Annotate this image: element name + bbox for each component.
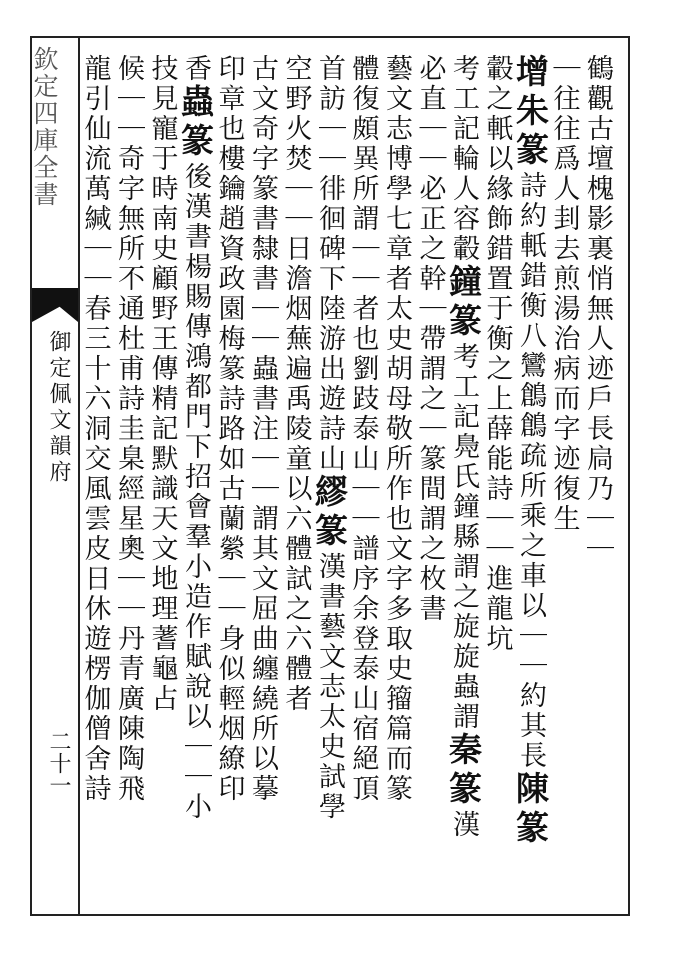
- headword: 陳篆: [511, 771, 550, 849]
- text-column: [212, 54, 246, 804]
- text-column: [112, 54, 146, 804]
- book-title: 御定佩文韻府: [46, 330, 71, 486]
- text-run: 必直｜｜必正: [414, 54, 446, 234]
- text-column: [480, 54, 514, 654]
- text-run: 技見寵于時南史顧野王傳精記默識天文地理蓍龜占: [146, 54, 178, 714]
- text-column: [444, 54, 483, 840]
- headword: 蟲篆: [176, 84, 215, 162]
- text-run: 空野火焚｜｜日澹烟蕪遍禹陵: [280, 54, 312, 444]
- text-run: 印章也樓鑰趙資政園梅篆詩路如古蘭縈｜｜身似輕烟繚印: [213, 54, 245, 804]
- text-run: 龍引仙流萬緘｜｜春三十六洞交風雲皮日休遊楞伽僧舍詩: [79, 54, 111, 804]
- headword: 繆篆: [310, 474, 349, 552]
- text-run: 首訪｜｜徘徊碑下陸游出遊詩山: [314, 54, 345, 474]
- text-run: 藝文志博學七章者太史胡母敬所作也文字多取史籀篇而篆: [381, 54, 412, 804]
- text-run: 之幹｜帶謂之｜篆間謂之枚: [414, 234, 446, 594]
- text-run: 書: [414, 594, 446, 624]
- text-run: 香: [180, 54, 211, 84]
- text-run: 轂之軝以緣飾錯置于衡之上薛能詩｜｜進龍坑: [481, 54, 513, 654]
- text-column: [246, 54, 280, 804]
- text-run: ｜往往爲人刲去煎湯治病而字迹復生: [548, 54, 580, 534]
- text-column: [145, 54, 179, 714]
- headword: 鐘篆: [444, 264, 483, 342]
- text-run: 體復頗異所謂｜｜者也劉跂泰山｜｜譜序余登泰山宿絕頂: [347, 54, 379, 804]
- margin-banner: 欽定四庫全書: [30, 46, 59, 208]
- text-run: 詩約軝錯衡八鸞鶬鶬疏所乘之車以｜｜約其長: [515, 171, 546, 771]
- text-run: 考工記鳧氏鐘縣謂之旋旋蟲謂: [448, 342, 479, 732]
- text-column: [279, 54, 313, 714]
- page-number: 二十一: [46, 730, 71, 796]
- text-column: [511, 54, 550, 849]
- headword: 增朱篆: [511, 54, 550, 171]
- text-column: [581, 54, 615, 564]
- text-column: [380, 54, 414, 804]
- text-run: 古文奇字篆書隸書｜｜蟲書注｜｜謂其文屈曲纏繞所以摹: [247, 54, 278, 804]
- text-column: [346, 54, 380, 804]
- headword: 秦篆: [444, 732, 483, 810]
- text-column: [310, 54, 349, 822]
- text-column: [176, 54, 215, 822]
- text-column: [78, 54, 112, 804]
- text-run: 漢書藝文志太史試學: [314, 552, 345, 822]
- text-run: 考工記輪人容轂: [448, 54, 479, 264]
- text-run: 候｜｜奇字無所不通杜甫詩圭臬經星奧｜｜丹青廣陳陶飛: [113, 54, 144, 804]
- text-run: 鶴觀古壇槐影裏悄無人迹戶長扃乃｜｜: [582, 54, 613, 564]
- text-run: 後漢書楊賜傳鴻都門下招會羣小造作賦說以｜｜小: [180, 162, 211, 822]
- text-column: [547, 54, 581, 534]
- text-run: 童以六體試之六體者: [280, 444, 312, 714]
- text-column: [413, 54, 447, 624]
- text-run: 漢: [448, 810, 479, 840]
